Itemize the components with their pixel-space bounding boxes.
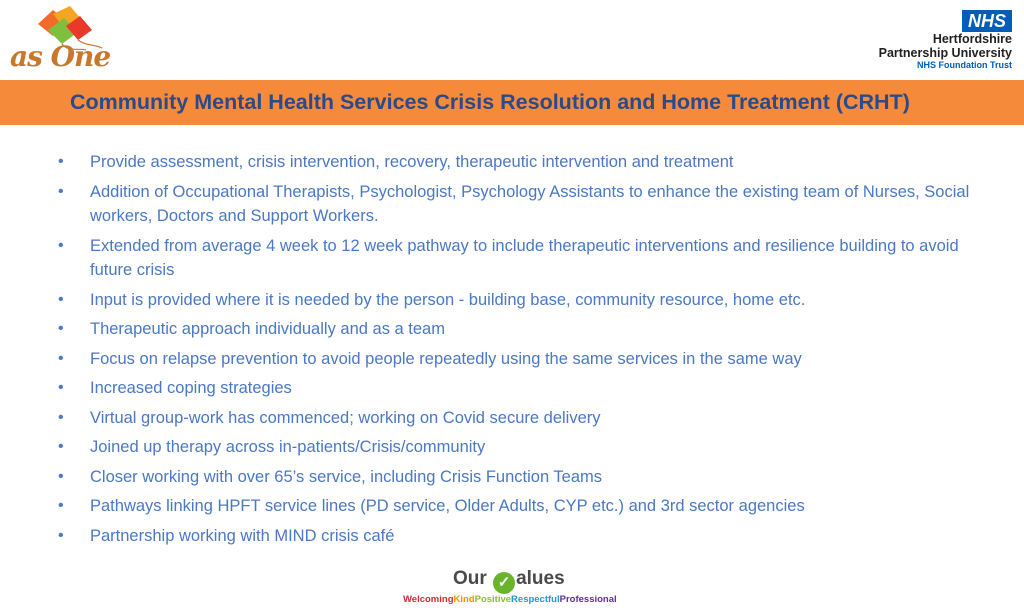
bullet-dot: • <box>58 349 64 367</box>
bullet-text: Provide assessment, crisis intervention, recovery, therapeutic intervention and treatment <box>90 153 734 171</box>
our-values-prefix: Our <box>453 568 493 589</box>
bullet-text: Therapeutic approach individually and as a team <box>90 320 445 338</box>
trust-name-line2: Partnership University <box>878 46 1012 60</box>
bullet-dot: • <box>58 438 64 455</box>
bullet-text: Focus on relapse prevention to avoid people repeatedly using the same services in the same way <box>90 349 802 368</box>
our-values-suffix: alues <box>516 568 565 589</box>
bullet-dot: • <box>58 153 64 170</box>
bullet-item <box>58 180 978 229</box>
bullet-item <box>58 288 978 313</box>
bullet-dot: • <box>58 182 64 200</box>
bullet-dot: • <box>58 467 64 485</box>
bullet-item <box>58 234 978 283</box>
bullet-item <box>58 465 978 490</box>
bullet-dot: • <box>58 526 64 544</box>
as-one-wordmark: as One <box>10 40 111 73</box>
bullet-text: Partnership working with MIND crisis café <box>90 526 395 545</box>
our-values-title <box>453 568 565 594</box>
bullet-text: Virtual group-work has commenced; working on Covid secure delivery <box>90 408 601 427</box>
our-values-logo <box>403 568 623 610</box>
bullet-dot: • <box>58 497 64 514</box>
bullet-text: Joined up therapy across in-patients/Crisis/community <box>90 438 486 456</box>
value-professional: Professional <box>559 594 617 605</box>
bullet-text: Closer working with over 65’s service, including Crisis Function Teams <box>90 467 603 486</box>
bullet-item <box>58 376 978 401</box>
bullet-item <box>58 435 978 460</box>
bullet-text: Increased coping strategies <box>90 379 292 397</box>
trust-name-line3: NHS Foundation Trust <box>917 60 1012 70</box>
value-welcoming: Welcoming <box>403 594 454 605</box>
bullet-dot: • <box>58 379 64 396</box>
bullet-text: Extended from average 4 week to 12 week pathway to include therapeutic interventions and resilience building to avoid future crisis <box>90 236 959 279</box>
value-kind: Kind <box>453 594 475 605</box>
title-banner <box>0 80 1024 125</box>
bullet-item <box>58 524 978 549</box>
bullet-dot: • <box>58 290 64 308</box>
check-icon: ✓ <box>493 572 515 594</box>
bullet-list <box>58 150 978 553</box>
trust-name-line1: Hertfordshire <box>932 32 1012 46</box>
values-strip <box>403 594 617 605</box>
nhs-badge: NHS <box>962 10 1012 32</box>
bullet-text: Input is provided where it is needed by the person - building base, community resource, home etc. <box>90 290 806 309</box>
page-title: Community Mental Health Services Crisis Resolution and Home Treatment (CRHT) <box>70 90 910 114</box>
bullet-item <box>58 347 978 372</box>
value-positive: Positive <box>474 594 512 605</box>
bullet-dot: • <box>58 408 64 426</box>
bullet-item <box>58 406 978 431</box>
nhs-trust-logo <box>879 10 1012 71</box>
bullet-dot: • <box>58 236 64 254</box>
bullet-item <box>58 317 978 342</box>
bullet-text: Pathways linking HPFT service lines (PD service, Older Adults, CYP etc.) and 3rd sector agencies <box>90 497 805 515</box>
value-respectful: Respectful <box>511 594 560 605</box>
bullet-dot: • <box>58 320 64 337</box>
bullet-text: Addition of Occupational Therapists, Psychologist, Psychology Assistants to enhance the existing team of Nurses, Social workers, Doctors and Support Workers. <box>90 182 970 225</box>
bullet-item <box>58 150 978 175</box>
bullet-item <box>58 494 978 519</box>
